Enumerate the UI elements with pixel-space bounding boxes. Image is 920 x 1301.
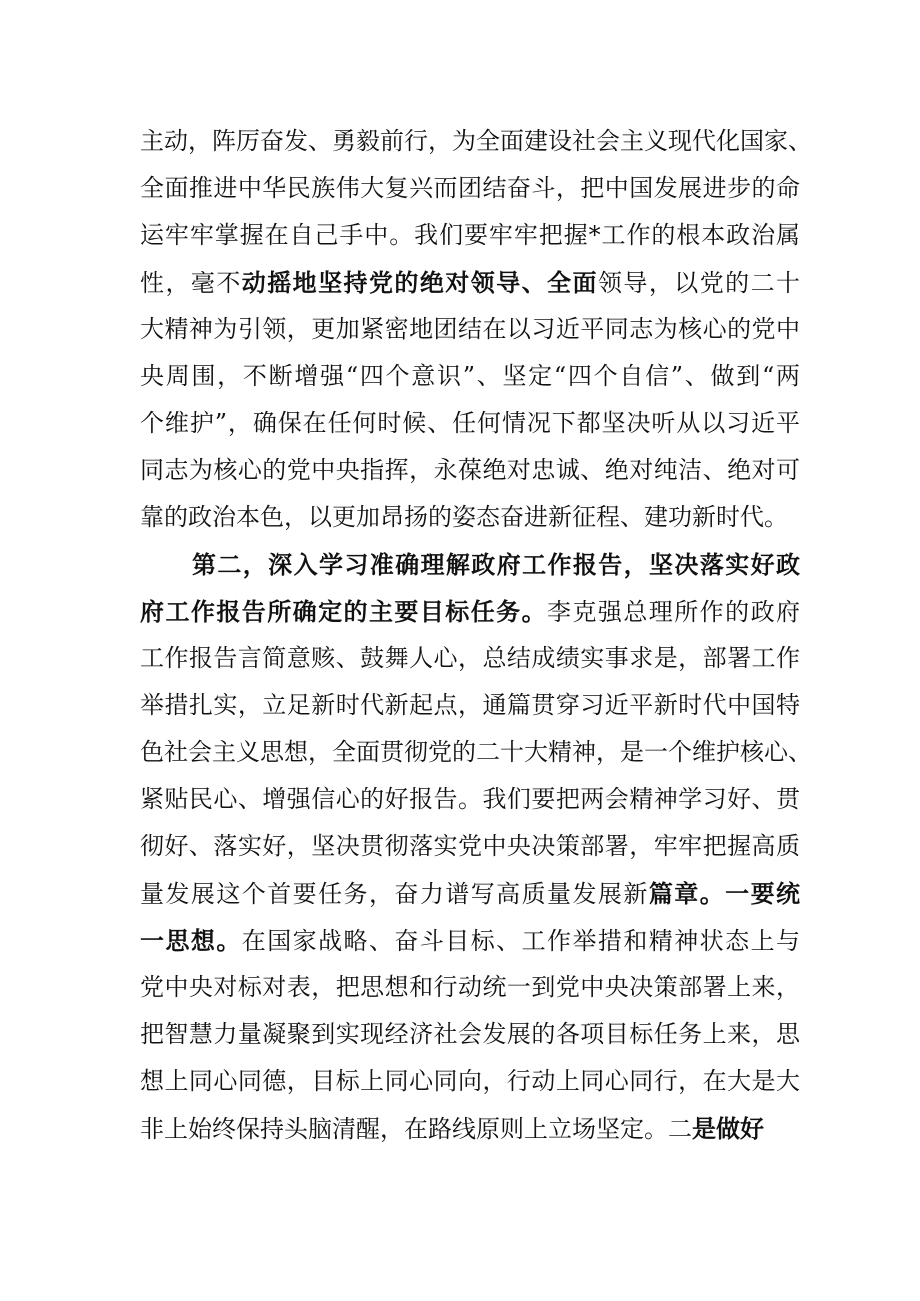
bold-text-segment: 第二，深入学习准确理解政府工作报告，坚决落实好政 <box>192 550 800 579</box>
text-line <box>140 1105 800 1152</box>
text-segment: 紧贴民心、增强信心的好报告。我们要把两会精神学习好、贯 <box>140 785 800 813</box>
bold-text-segment: 篇章。一要统 <box>648 879 801 908</box>
text-line <box>140 870 800 917</box>
text-line <box>140 494 800 541</box>
bold-text-segment: 府工作报告所确定的主要目标任务。 <box>140 597 548 626</box>
text-segment: 央周围，不断增强“四个意识”、坚定“四个自信”、做到“两 <box>140 362 800 390</box>
text-line <box>140 635 800 682</box>
text-line <box>140 400 800 447</box>
text-segment: 大精神为引领，更加紧密地团结在以习近平同志为核心的党中 <box>140 315 800 343</box>
text-line <box>140 212 800 259</box>
text-line <box>140 447 800 494</box>
body-text <box>140 118 812 1152</box>
bold-text-segment: 动摇地坚持党的绝对领导、全面 <box>241 268 598 297</box>
text-line <box>140 917 800 964</box>
text-line <box>140 165 800 212</box>
text-line <box>140 1011 800 1058</box>
bold-text-segment: 一思想。 <box>140 926 242 955</box>
text-line <box>140 541 800 588</box>
text-line <box>140 588 800 635</box>
text-segment: 全面推进中华民族伟大复兴而团结奋斗，把中国发展进步的命 <box>140 174 800 202</box>
text-segment: 想上同心同德，目标上同心同向，行动上同心同行，在大是大 <box>140 1067 800 1095</box>
text-segment: 工作报告言简意赅、鼓舞人心，总结成绩实事求是，部署工作 <box>140 644 800 672</box>
text-segment: 性，毫不 <box>140 269 242 297</box>
text-line <box>140 353 800 400</box>
text-line <box>140 259 800 306</box>
text-line <box>140 964 800 1011</box>
text-segment: 同志为核心的党中央指挥，永葆绝对忠诚、绝对纯洁、绝对可 <box>140 456 800 484</box>
text-segment: 靠的政治本色，以更加昂扬的姿态奋进新征程、建功新时代。 <box>140 503 788 531</box>
bold-text-segment: 是做好 <box>692 1114 764 1143</box>
text-line <box>140 682 800 729</box>
text-segment: 领导，以党的二十 <box>597 269 801 297</box>
text-line <box>140 306 800 353</box>
text-segment: 非上始终保持头脑清醒，在路线原则上立场坚定。二 <box>140 1115 692 1143</box>
text-segment: 量发展这个首要任务，奋力谱写高质量发展新 <box>140 880 649 908</box>
text-segment: 主动，阵厉奋发、勇毅前行，为全面建设社会主义现代化国家、 <box>140 127 812 155</box>
text-segment: 举措扎实，立足新时代新起点，通篇贯穿习近平新时代中国特 <box>140 691 800 719</box>
text-segment: 色社会主义思想，全面贯彻党的二十大精神，是一个维护核心、 <box>140 738 812 766</box>
text-segment: 彻好、落实好，坚决贯彻落实党中央决策部署，牢牢把握高质 <box>140 832 800 860</box>
text-line <box>140 776 800 823</box>
text-segment: 运牢牢掌握在自己手中。我们要牢牢把握*工作的根本政治属 <box>140 221 800 249</box>
text-line <box>140 118 812 165</box>
text-segment: 把智慧力量凝聚到实现经济社会发展的各项目标任务上来，思 <box>140 1020 800 1048</box>
text-segment: 个维护”，确保在任何时候、任何情况下都坚决听从以习近平 <box>140 409 800 437</box>
text-segment: 党中央对标对表，把思想和行动统一到党中央决策部署上来， <box>140 973 800 1001</box>
text-line <box>140 1058 800 1105</box>
text-line <box>140 729 812 776</box>
text-segment: 李克强总理所作的政府 <box>547 598 801 626</box>
text-line <box>140 823 800 870</box>
text-segment: 在国家战略、奋斗目标、工作举措和精神状态上与 <box>241 927 801 955</box>
